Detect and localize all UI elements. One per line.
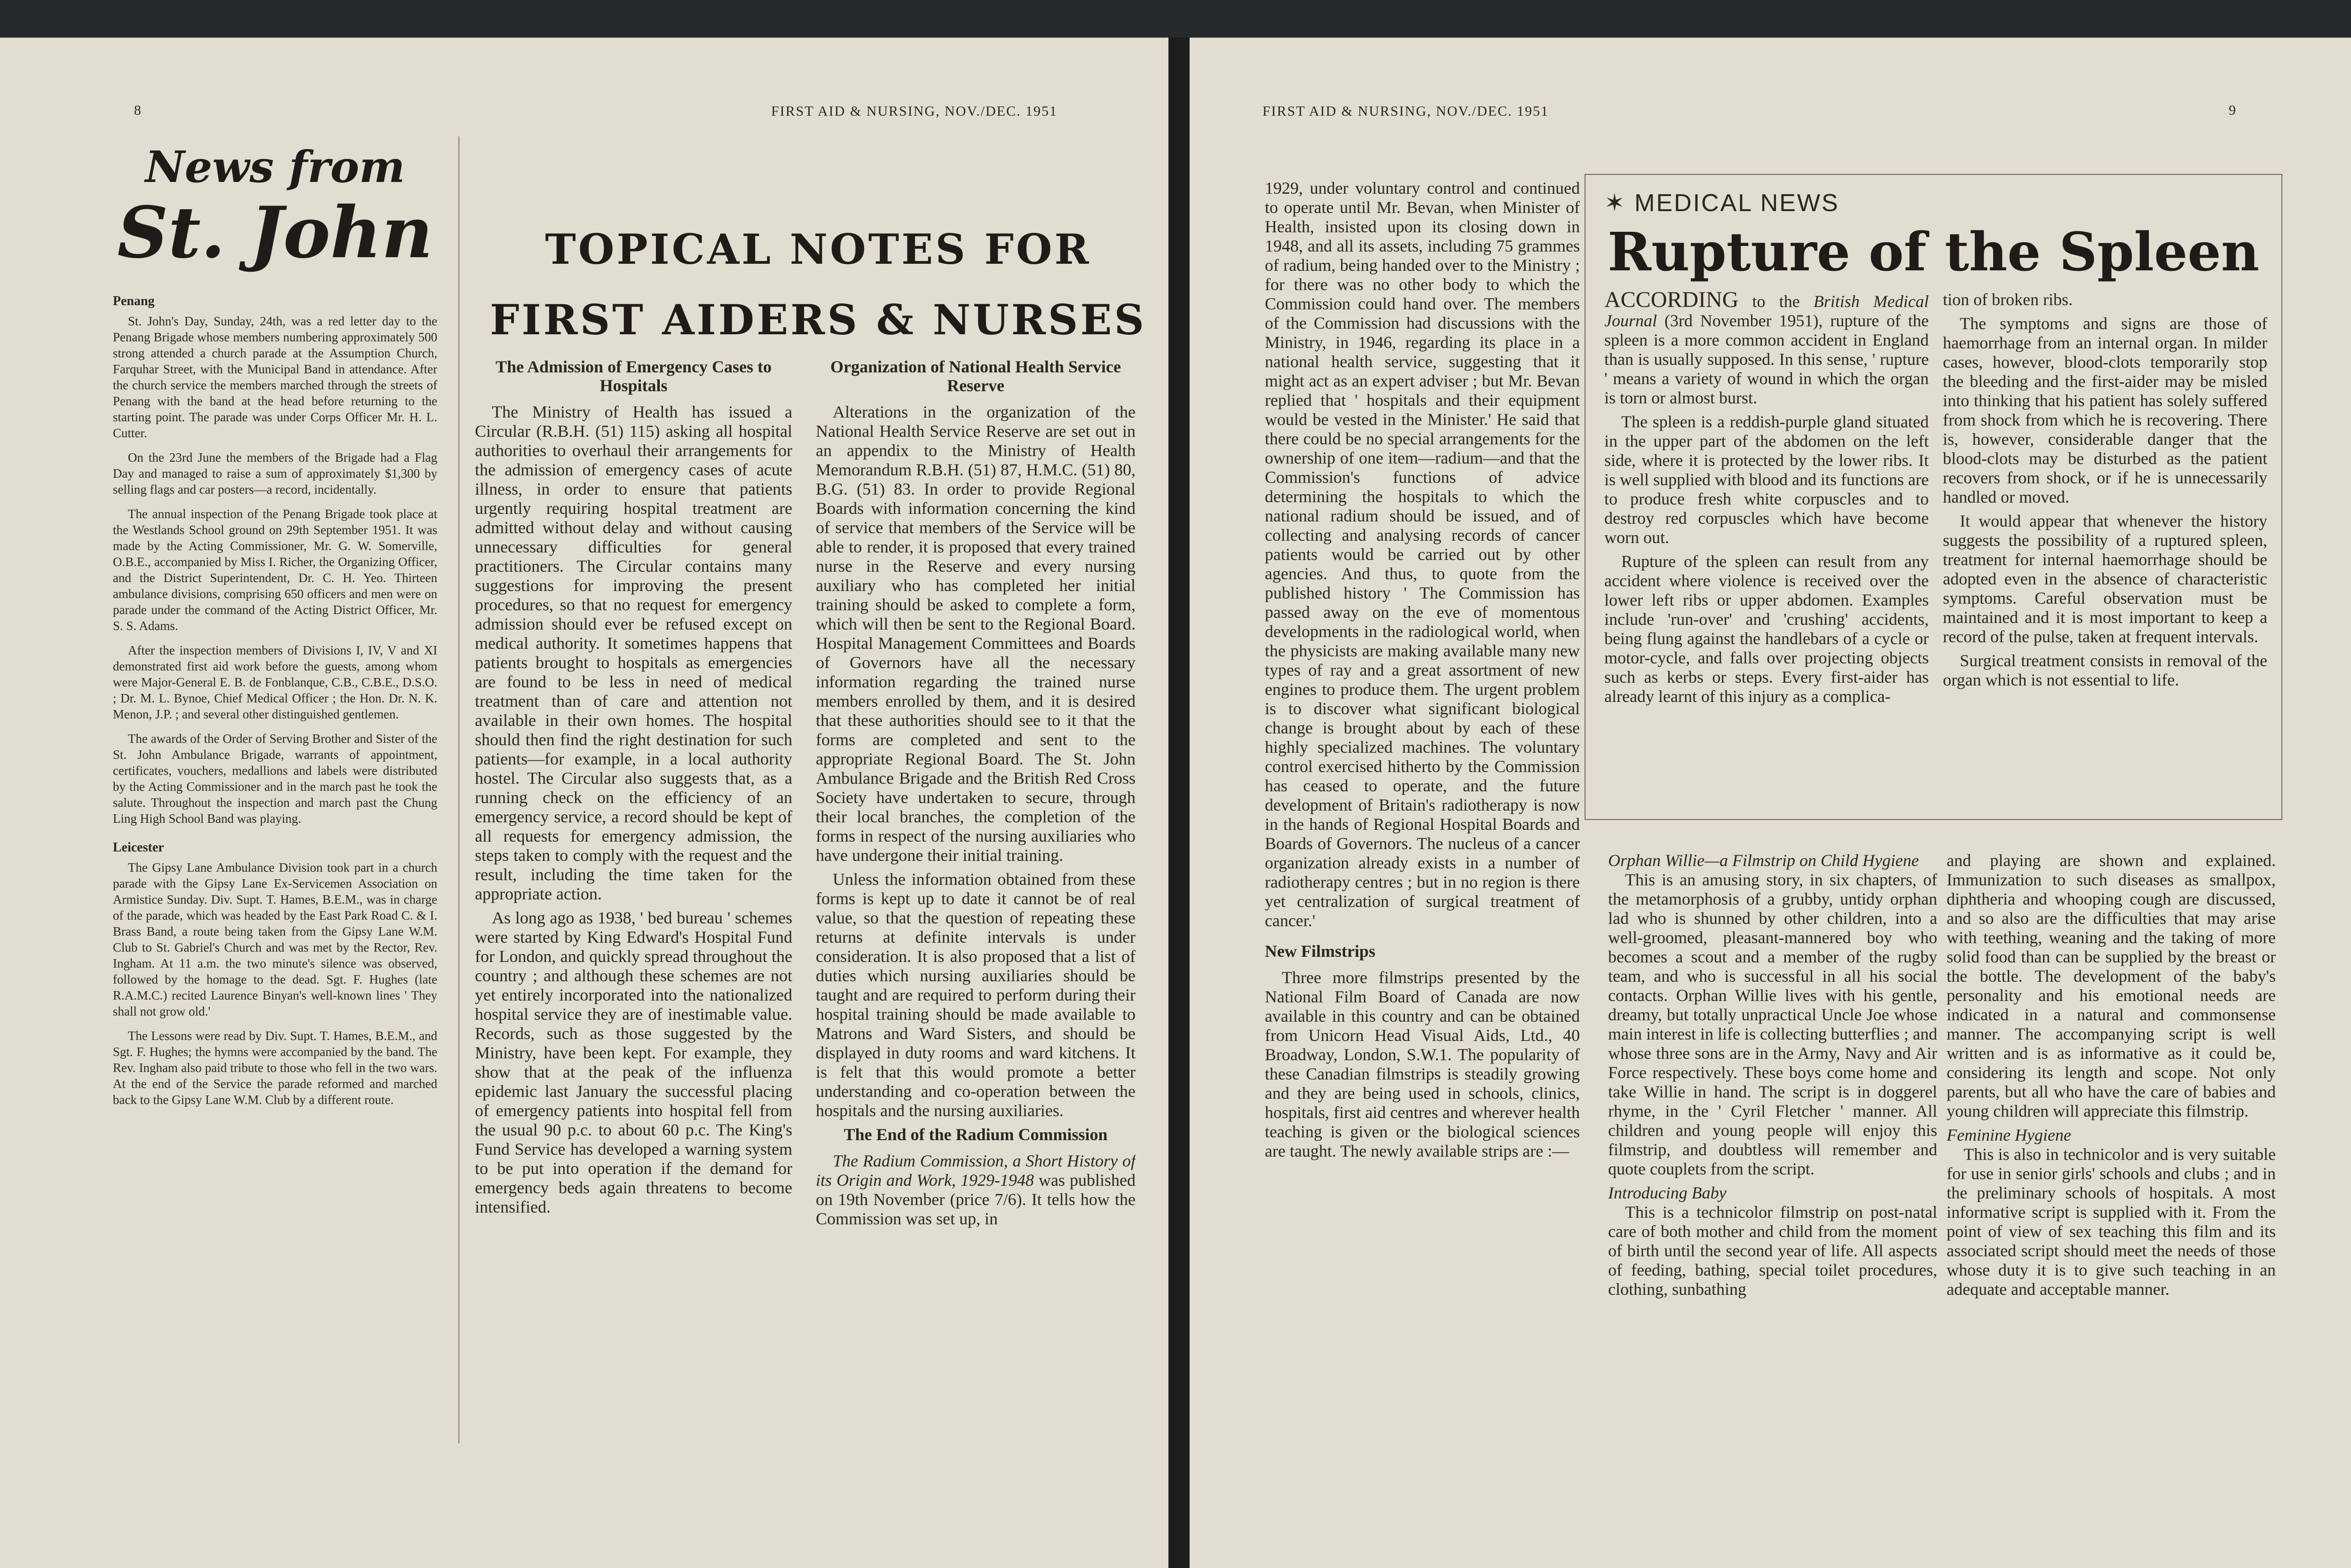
article-heading: Organization of National Health Service Reserve xyxy=(830,357,1121,395)
paragraph: 1929, under voluntary control and continued to operate until Mr. Bevan, when Minister of Health, insisted upon its closing down in 1948, and all its assets, including 75 grammes of radium, being handed over to the Ministry ; for there was no other body to which the Commission could hand over. The members of the Commission had discussions with the Ministry, in 1946, regarding its place in a national health service, suggesting that it might act as an expert adviser ; but Mr. Bevan replied that ' hospitals and their equipment would be vested in the Minister.' He said that there could be no special arrangements for the ownership of one item—radium—and that the Commission's functions of advice determining the hospitals to which the national radium should be issued, and of collecting and analysing records of cancer patients would be carried out by other agencies. And thus, to quote from the published history ' The Commission has passed away on the eve of momentous developments in the radiological world, when the physicists are making available many new types of ray and a great assortment of new engines to produce them. The urgent problem is to discover what significant biological change is brought about by each of these highly specialized machines. The voluntary control exercised hitherto by the Commission has ceased to operate, and the future development of Britain's radiotherapy is now in the hands of Regional Hospital Boards and Boards of Governors. The nucleus of a cancer organization already exists in a number of radiotherapy centres ; but in no region is there yet centralization of surgical treatment of cancer.' xyxy=(1265,179,1580,930)
medical-column-1 xyxy=(1604,290,1929,807)
paragraph: The spleen is a reddish-purple gland situated in the upper part of the abdomen on the left side, where it is protected by the lower ribs. It is well supplied with blood and its functions are to produce fresh white corpuscles and to destroy red corpuscles which have become worn out. xyxy=(1604,412,1929,547)
medical-news-header xyxy=(1604,189,1839,217)
paragraph: and playing are shown and explained. Immunization to such diseases as smallpox, diphtheria and whooping cough are discussed, and so also are the difficulties that may arise with teething, weaning and the taking of more solid food than can be supplied by the breast or the bottle. The development of the baby's personality and his emotional needs are indicated in a natural and commonsense manner. The accompanying script is well written and is as informative as it could be, considering its length and scope. Not only parents, but all who have the care of babies and young children will appreciate this filmstrip. xyxy=(1947,851,2276,1120)
article-column-emergency-cases xyxy=(475,357,792,1458)
journal-title: British Medical Journal xyxy=(1604,292,1929,330)
headline-line1: TOPICAL NOTES FOR xyxy=(545,225,1091,274)
paragraph: After the inspection members of Divisions I, IV, V and XI demonstrated first aid work before the guests, among whom were Major-General E. B. de Fonblanque, C.B., C.B.E., D.S.O. ; Dr. M. L. Bynoe, Chief Medical Officer ; the Hon. Dr. N. K. Menon, J.P. ; and several other distinguished gentlemen. xyxy=(113,643,437,721)
news-title-line2: St. John xyxy=(117,191,433,274)
column-divider xyxy=(458,136,459,1443)
paragraph xyxy=(1604,290,1929,408)
running-header: FIRST AID & NURSING, NOV./DEC. 1951 xyxy=(771,103,1057,119)
book-title: The Radium Commission, a Short History of its Origin and Work, 1929-1948 xyxy=(816,1151,1136,1190)
medical-news-box xyxy=(1585,174,2282,820)
page-number: 9 xyxy=(2229,102,2236,118)
filmstrip-column-2 xyxy=(1947,851,2276,1443)
paragraph: This is a technicolor filmstrip on post-natal care of both mother and child from the moment of birth until the second year of life. All aspects of feeding, bathing, special toilet procedures, clothing, sunbathing xyxy=(1608,1203,1937,1299)
paragraph: Three more filmstrips presented by the National Film Board of Canada are now available in this country and can be obtained from Unicorn Head Visual Aids, Ltd., 40 Broadway, London, S.W.1. The popularity of these Canadian filmstrips is steadily growing and they are being used in schools, clinics, hospitals, first aid centres and wherever health teaching is given or the biological sciences are taught. The newly available strips are :— xyxy=(1265,968,1580,1160)
paragraph: On the 23rd June the members of the Brigade had a Flag Day and managed to raise a sum of approximately $1,300 by selling flags and car posters—a record, incidentally. xyxy=(113,450,437,496)
paragraph: The Gipsy Lane Ambulance Division took part in a church parade with the Gipsy Lane Ex-Servicemen Association on Armistice Sunday. Div. Supt. T. Hames, B.E.M., was in charge of the parade, which was headed by the East Park Road C. & I. Brass Band, a route being taken from the Gipsy Lane W.M. Club to St. Gabriel's Church and was met by the Rector, Rev. Ingham. At 11 a.m. the two minute's silence was observed, followed by the homage to the dead. Sgt. F. Hughes (late R.A.M.C.) recited Laurence Binyan's well-known lines ' They shall not grow old.' xyxy=(113,860,437,1018)
medical-news-label: MEDICAL NEWS xyxy=(1634,189,1839,217)
paragraph: The symptoms and signs are those of haemorrhage from an internal organ. In milder cases, however, blood-clots temporarily stop the bleeding and the first-aider may be misled into thinking that his patient has solely suffered from shock from which he is recovering. There is, however, considerable danger that the blood-clots may be disturbed as the patient recovers from shock, or if he is unnecessarily handled or moved. xyxy=(1943,314,2267,506)
article-title: Rupture of the Spleen xyxy=(1607,221,2260,283)
filmstrip-column-1 xyxy=(1608,851,1937,1443)
paragraph: The Ministry of Health has issued a Circular (R.B.H. (51) 115) asking all hospital authorities to overhaul their arrangements for the admission of emergency cases of acute illness, in order to ensure that patients urgently requiring hospital treatment are admitted without delay and without causing unnecessary difficulties for general practitioners. The Circular contains many suggestions for improving the present procedures, so that no request for emergency admission should ever be refused except on medical authority. It sometimes happens that patients brought to hospitals as emergencies are found to be less in need of medical treatment than of care and attention not available in their own homes. The hospital should then find the right destination for such patients—for example, in a local authority hostel. The Circular also suggests that, as a running check on the efficiency of an emergency service, a record should be kept of all requests for emergency admission, the steps taken to comply with the request and the result, including the time taken for the appropriate action. xyxy=(475,402,792,903)
filmstrip-title: Orphan Willie—a Filmstrip on Child Hygiene xyxy=(1608,851,1919,870)
running-header: FIRST AID & NURSING, NOV./DEC. 1951 xyxy=(1262,103,1549,119)
article-column-nhs-reserve xyxy=(816,357,1136,1458)
star-icon: ✶ xyxy=(1604,189,1626,217)
section-heading-penang: Penang xyxy=(113,294,155,308)
paragraph: Unless the information obtained from these forms is kept up to date it cannot be of real value, so that the question of repeating these returns at definite intervals is under consideration. It is also proposed that a list of duties which nursing auxiliaries should be taught and are required to perform during their hospital training should be made available to Matrons and Ward Sisters, and should be displayed in duty rooms and ward kitchens. It is felt that this would promote a better understanding and co-operation between the hospitals and the nursing auxiliaries. xyxy=(816,870,1136,1120)
section-heading-leicester: Leicester xyxy=(113,840,164,855)
headline-line2: FIRST AIDERS & NURSES xyxy=(489,295,1147,344)
page-gutter xyxy=(1168,38,1190,1568)
lead-word: ACCORDING xyxy=(1604,290,1739,312)
paragraph-text: (3rd November 1951), rupture of the spleen is a more common accident in England than is usually supposed. In this sense, ' rupture ' means a variety of wound in which the organ is torn or almost burst. xyxy=(1604,311,1929,407)
paragraph: The awards of the Order of Serving Brother and Sister of the St. John Ambulance Brigade, warrants of appointment, certificates, vouchers, medallions and labels were distributed by the Acting Commissioner and in the march past he took the salute. Throughout the inspection and march past the Chung Ling High School Band was playing. xyxy=(113,732,437,826)
topical-notes-headline xyxy=(475,214,1161,355)
paragraph: As long ago as 1938, ' bed bureau ' schemes were started by King Edward's Hospital Fund for London, and quickly spread throughout the country ; and although these schemes are not yet entirely incorporated into the nationalized hospital service they are of inestimable value. Records, such as those suggested by the Ministry, have been kept. For example, they show that at the peak of the influenza epidemic last January the successful placing of emergency patients into hospital fell from the usual 90 p.c. to about 60 p.c. The King's Fund Service has developed a warning system to be put into operation if the demand for emergency beds again threatens to become intensified. xyxy=(475,908,792,1216)
article-column-radium-continued xyxy=(1265,179,1580,1443)
filmstrip-title: Feminine Hygiene xyxy=(1947,1126,2071,1144)
paragraph: The annual inspection of the Penang Brigade took place at the Westlands School ground on 29th September 1951. It was made by the Acting Commissioner, Mr. G. W. Somerville, O.B.E., accompanied by Miss I. Richer, the Organizing Officer, and the District Superintendent, Dr. C. H. Yeo. Thirteen ambulance divisions, comprising 650 officers and men were on parade under the command of the Acting District Officer, Mr. S. S. Adams. xyxy=(113,507,437,633)
page-number: 8 xyxy=(134,102,141,118)
paragraph: It would appear that whenever the history suggests the possibility of a ruptured spleen, treatment for internal haemorrhage should be adopted even in the absence of characteristic symptoms. Careful observation must be maintained and it is most important to keep a record of the pulse, taken at frequent intervals. xyxy=(1943,512,2267,646)
paragraph: The Lessons were read by Div. Supt. T. Hames, B.E.M., and Sgt. F. Hughes; the hymns were accompanied by the band. The Rev. Ingham also paid tribute to those who fell in the two wars. At the end of the Service the parade reformed and marched back to the Gipsy Lane W.M. Club by a different route. xyxy=(113,1029,437,1107)
right-page xyxy=(1190,38,2351,1568)
paragraph xyxy=(816,1151,1136,1229)
paragraph: Alterations in the organization of the National Health Service Reserve are set out in an appendix to the Ministry of Health Memorandum R.B.H. (51) 87, H.M.C. (51) 80, B.G. (51) 83. In order to provide Regional Boards with information concerning the kind of service that members of the Service will be able to render, it is proposed that every trained nurse in the Reserve and every nursing auxiliary who has completed her initial training should be asked to complete a form, which will then be sent to the Regional Board. Hospital Management Committees and Boards of Governors have all the necessary information regarding the trained nurse members enrolled by them, and it is desired that these authorities should see to it that the forms are completed and sent to the appropriate Regional Board. The St. John Ambulance Brigade and the British Red Cross Society have undertaken to secure, through their local branches, the completion of the forms in respect of the nursing auxiliaries who have undergone their initial training. xyxy=(816,402,1136,865)
paragraph: This is also in technicolor and is very suitable for use in senior girls' schools and clubs ; and in the preliminary schools of hospitals. A most informative script is supplied with it. From the point of view of sex teaching this film and its associated script should meet the needs of those whose duty it is to give such teaching in an adequate and acceptable manner. xyxy=(1947,1145,2276,1299)
left-page xyxy=(0,38,1168,1568)
filmstrip-title: Introducing Baby xyxy=(1608,1183,1727,1202)
news-title-line1: News from xyxy=(145,142,405,192)
paragraph: St. John's Day, Sunday, 24th, was a red letter day to the Penang Brigade whose members numbering approximately 500 strong attended a church parade at the Assumption Church, Farquhar Street, with the Municipal Band in attendance. After the church service the members marched through the streets of Penang with the band at the head before returning to the starting point. The parade was under Corps Officer Mr. H. L. Cutter. xyxy=(113,314,437,440)
article-heading: The End of the Radium Commission xyxy=(844,1125,1108,1144)
paragraph-text: to the xyxy=(1752,292,1800,311)
medical-column-2 xyxy=(1943,290,2267,807)
article-heading: The Admission of Emergency Cases to Hospitals xyxy=(496,357,772,395)
news-from-st-john-column xyxy=(113,141,437,1448)
paragraph-text: was published on 19th November (price 7/6). It tells how the Commission was set up, in xyxy=(816,1171,1136,1228)
paragraph: Rupture of the spleen can result from any accident where violence is received over the lower left ribs or upper abdomen. Examples include 'run-over' and 'crushing' accidents, being flung against the handlebars of a cycle or motor-cycle, and falls over projecting objects such as kerbs or steps. Every first-aider has already learnt of this injury as a complica- xyxy=(1604,552,1929,706)
paragraph: Surgical treatment consists in removal of the organ which is not essential to life. xyxy=(1943,651,2267,689)
article-heading: New Filmstrips xyxy=(1265,942,1375,961)
paragraph: tion of broken ribs. xyxy=(1943,290,2073,309)
paragraph: This is an amusing story, in six chapters, of the metamorphosis of a grubby, untidy orphan lad who is shunned by other children, into a well-groomed, pleasant-mannered boy who becomes a scout and a member of the rugby team, and who is successful in all his social contacts. Orphan Willie lives with his gentle, dreamy, but totally unpractical Uncle Joe whose main interest in life is collecting butterflies ; and whose three sons are in the Army, Navy and Air Force respectively. These boys come home and take Willie in hand. The script is in doggerel rhyme, in the ' Cyril Fletcher ' manner. All children and young people will enjoy this filmstrip, and doubtless will remember and quote couplets from the script. xyxy=(1608,870,1937,1178)
